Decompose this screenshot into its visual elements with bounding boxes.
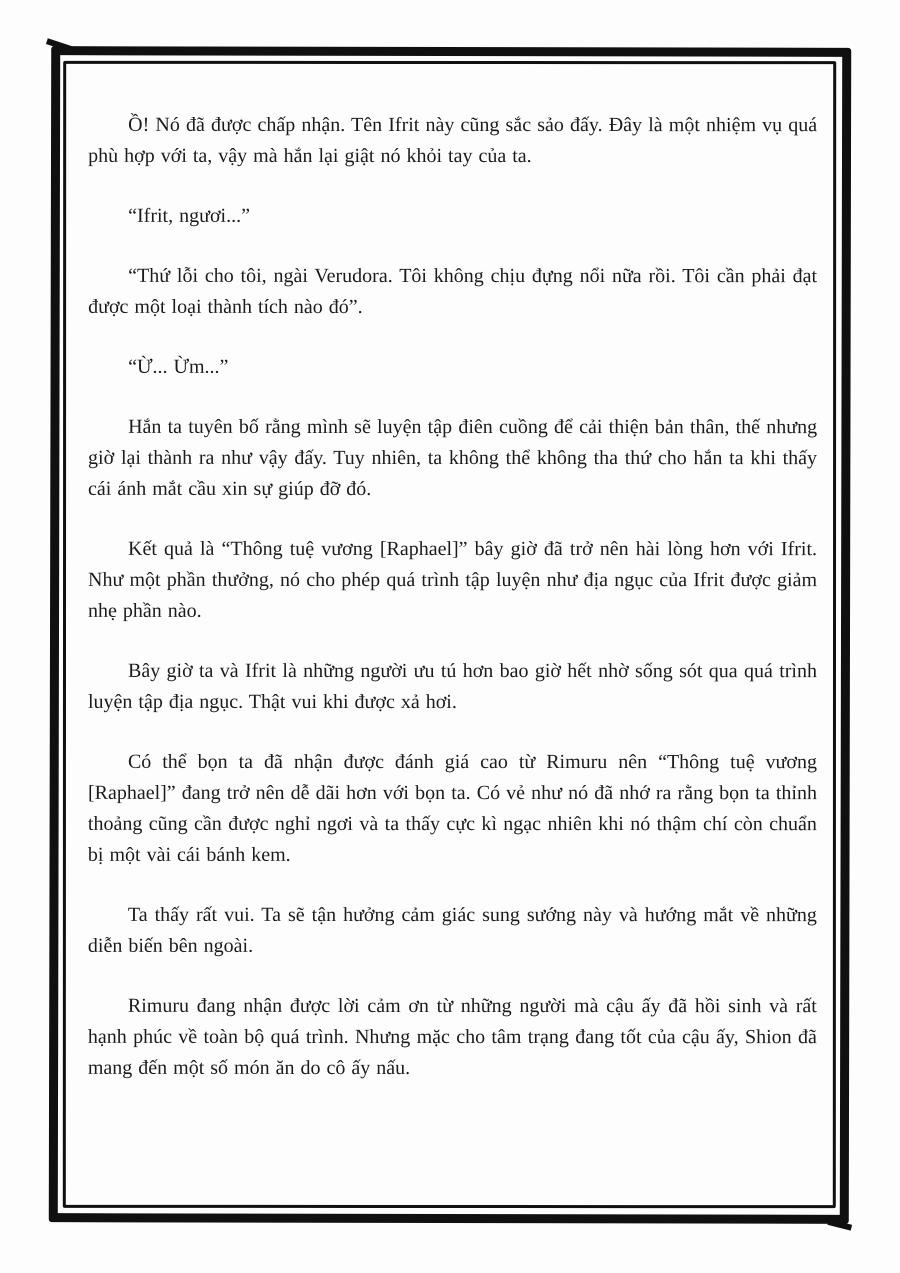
- paragraph: Ta thấy rất vui. Ta sẽ tận hưởng cảm giác sung sướng này và hướng mắt về những diễn biến bên ngoài.: [87, 903, 817, 957]
- paragraph: “Ừ... Ừm...”: [128, 355, 229, 378]
- paragraph: Ồ! Nó đã được chấp nhận. Tên Ifrit này cũng sắc sảo đấy. Đây là một nhiệm vụ quá phù hợp với ta, vậy mà hắn lại giật nó khỏi tay của ta.: [88, 113, 818, 168]
- paragraph: Kết quả là “Thông tuệ vương [Raphael]” bây giờ đã trở nên hài lòng hơn với Ifrit. Như một phần thưởng, nó cho phép quá trình tập luyện như địa ngục của Ifrit được giảm nhẹ phần nào.: [88, 537, 818, 622]
- paragraph: Hắn ta tuyên bố rằng mình sẽ luyện tập điên cuồng để cải thiện bản thân, thế nhưng giờ lại thành ra như vậy đấy. Tuy nhiên, ta không thể không tha thứ cho hắn ta khi thấy cái ánh mắt cầu xin sự giúp đỡ đó.: [88, 415, 818, 500]
- decorative-inner-border: [63, 61, 836, 1208]
- paragraph: “Thứ lỗi cho tôi, ngài Verudora. Tôi không chịu đựng nổi nữa rồi. Tôi cần phải đạt được một loại thành tích nào đó”.: [88, 264, 818, 318]
- text-content: [66, 64, 833, 1205]
- paragraph: Bây giờ ta và Ifrit là những người ưu tú hơn bao giờ hết nhờ sống sót qua quá trình luyện tập địa ngục. Thật vui khi được xả hơi.: [87, 659, 817, 714]
- decorative-outer-border: [49, 46, 851, 1224]
- paragraph: Có thể bọn ta đã nhận được đánh giá cao từ Rimuru nên “Thông tuệ vương [Raphael]” đang trở nên dễ dãi hơn với bọn ta. Có vẻ như nó đã nhớ ra rằng bọn ta thỉnh thoảng cũng cần được nghỉ ngơi và ta thấy cực kì ngạc nhiên khi nó thậm chí còn chuẩn bị một vài cái bánh kem.: [87, 750, 817, 866]
- paragraph: Rimuru đang nhận được lời cảm ơn từ những người mà cậu ấy đã hồi sinh và rất hạnh phúc về toàn bộ quá trình. Nhưng mặc cho tâm trạng đang tốt của cậu ấy, Shion đã mang đến một số món ăn do cô ấy nấu.: [87, 994, 817, 1079]
- paragraph: “Ifrit, ngươi...”: [128, 204, 250, 227]
